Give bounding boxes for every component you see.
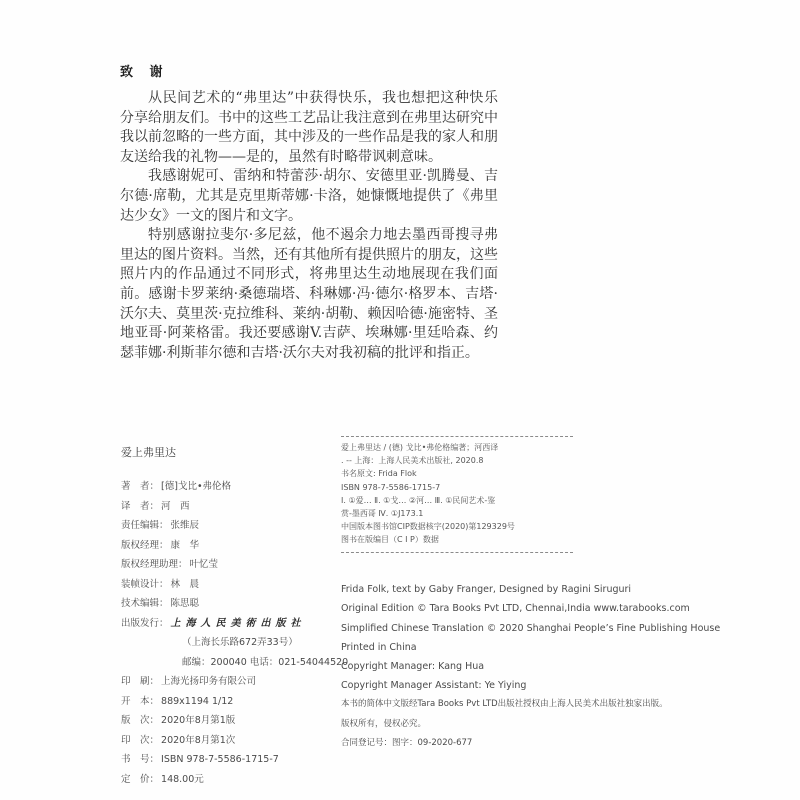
credit-row-author bbox=[121, 477, 341, 497]
colophon-book-title: 爱上弗里达 bbox=[121, 446, 176, 459]
credit-label: 著 者 bbox=[121, 481, 150, 492]
credits-list bbox=[121, 477, 349, 789]
cip-line: . -- 上海：上海人民美术出版社, 2020.8 bbox=[341, 456, 484, 466]
spec-row-price bbox=[121, 770, 341, 790]
spec-value: 2020年8月第1次 bbox=[161, 734, 236, 746]
credit-row-editor bbox=[121, 516, 341, 536]
cip-lines bbox=[341, 441, 581, 547]
spec-separator: ： bbox=[149, 734, 160, 746]
spec-separator: ： bbox=[149, 754, 160, 765]
cip-top-dashed-divider bbox=[341, 436, 573, 437]
publisher-contact: 邮编：200040 电话：021-54044520 bbox=[182, 656, 349, 668]
cip-data-block bbox=[341, 436, 581, 553]
credit-separator: ： bbox=[149, 500, 160, 512]
spec-separator: ： bbox=[149, 676, 160, 687]
cip-line: 中国版本图书馆CIP数据核字(2020)第129329号 bbox=[341, 522, 515, 532]
spec-label: 版 次 bbox=[121, 715, 150, 726]
english-credits bbox=[341, 580, 721, 696]
credit-value: 陈思聪 bbox=[170, 598, 200, 609]
cip-line: 爱上弗里达 / (德) 戈比•弗伦格编著；河西译 bbox=[341, 443, 499, 452]
publisher-name-calligraphy: 上海人民美術出版社 bbox=[170, 617, 306, 629]
ack-paragraph: 从民间艺术的“弗里达”中获得快乐，我也想把这种快乐分享给朋友们。书中的这些工艺品让我注意到在弗里达研究中我以前忽略的一些方面，其中涉及的一些作品是我的家人和朋友送给我的礼物——是的，虽然有时略带讽刺意味。 bbox=[120, 90, 498, 165]
english-credit-line: Printed in China bbox=[341, 641, 417, 653]
spec-label: 印 刷 bbox=[121, 676, 150, 687]
english-credit-line: Copyright Manager Assistant: Ye Yiying bbox=[341, 680, 527, 692]
credit-separator: ： bbox=[159, 617, 169, 629]
spec-separator: ： bbox=[149, 715, 160, 726]
credit-separator: ： bbox=[159, 520, 169, 531]
spec-value: 148.00元 bbox=[161, 773, 204, 785]
spec-row-edition bbox=[121, 711, 341, 731]
cip-line: 图书在版编目（C I P）数据 bbox=[341, 535, 439, 545]
credit-value: 林 晨 bbox=[170, 578, 200, 590]
credit-label: 版权经理助理 bbox=[121, 559, 179, 570]
credit-row-tech-editor bbox=[121, 594, 341, 614]
credit-separator: ： bbox=[178, 559, 188, 570]
rights-line: 版权所有，侵权必究。 bbox=[341, 718, 427, 729]
credit-separator: ： bbox=[159, 539, 169, 551]
ack-paragraph: 特别感谢拉斐尔·多尼兹，他不遏余力地去墨西哥搜寻弗里达的图片资料。当然，还有其他所有提供照片的朋友，这些照片内的作品通过不同形式，将弗里达生动地展现在我们面前。感谢卡罗莱纳·桑德瑞塔、科琳娜·冯·德尔·格罗本、吉塔·沃尔夫、莫里茨·克拉维科、莱纳·胡勒、赖因哈德·施密特、圣地亚哥·阿莱格雷。我还要感谢V.吉萨、埃琳娜·里廷哈森、约瑟菲娜·利斯菲尔德和吉塔·沃尔夫对我初稿的批评和指正。 bbox=[120, 227, 498, 361]
spec-value: ISBN 978-7-5586-1715-7 bbox=[161, 754, 279, 765]
credit-label: 版权经理 bbox=[121, 539, 160, 551]
cip-bottom-dashed-divider bbox=[341, 552, 573, 553]
cip-line: Ⅰ. ①爱… Ⅱ. ①戈… ②河… Ⅲ. ①民间艺术-鉴 bbox=[341, 495, 496, 505]
credit-row-copyright-assistant bbox=[121, 555, 341, 575]
rights-notice bbox=[341, 695, 741, 754]
credit-row-copyright-manager bbox=[121, 536, 341, 556]
cip-line: 赏-墨西哥 Ⅳ. ①J173.1 bbox=[341, 508, 424, 518]
credit-label: 技术编辑 bbox=[121, 598, 160, 609]
spec-label: 印 次 bbox=[121, 734, 150, 746]
spec-row-printing bbox=[121, 731, 341, 751]
acknowledgements-title: 致 谢 bbox=[120, 65, 169, 80]
spec-separator: ： bbox=[149, 695, 160, 707]
english-credit-line: Original Edition © Tara Books Pvt LTD, Chennai,India www.tarabooks.com bbox=[341, 603, 690, 615]
credit-label: 译 者 bbox=[121, 500, 150, 512]
credit-value: 叶忆莹 bbox=[189, 559, 219, 570]
credit-row-publisher bbox=[121, 614, 341, 634]
english-credit-line: Simplified Chinese Translation © 2020 Shanghai People’s Fine Publishing House bbox=[341, 622, 721, 634]
spec-label: 开 本 bbox=[121, 695, 150, 707]
credit-label: 装帧设计 bbox=[121, 578, 160, 590]
rights-line: 合同登记号：图字：09-2020-677 bbox=[341, 738, 473, 748]
credit-value: 康 华 bbox=[170, 539, 200, 551]
credit-label: 责任编辑 bbox=[121, 520, 160, 531]
spec-value: 889x1194 1/12 bbox=[161, 695, 234, 707]
spec-row-format bbox=[121, 692, 341, 712]
credit-value: 张维辰 bbox=[170, 520, 200, 531]
credit-separator: ： bbox=[149, 481, 160, 492]
cip-line: ISBN 978-7-5586-1715-7 bbox=[341, 482, 441, 492]
credit-value: 河 西 bbox=[161, 500, 190, 512]
spec-label: 定 价 bbox=[121, 773, 150, 785]
acknowledgements-body bbox=[120, 89, 498, 363]
credit-row-translator bbox=[121, 497, 341, 517]
cip-line: 书名原文: Frida Flok bbox=[341, 469, 417, 479]
spec-row-isbn bbox=[121, 750, 341, 770]
publisher-address: （上海长乐路672弄33号） bbox=[182, 637, 298, 648]
credit-separator: ： bbox=[159, 578, 169, 590]
ack-paragraph: 我感谢妮可、雷纳和特蕾莎·胡尔、安德里亚·凯腾曼、吉尔德·席勒，尤其是克里斯蒂娜·卡洛，她慷慨地提供了《弗里达少女》一文的图片和文字。 bbox=[120, 168, 498, 224]
credit-label: 出版发行 bbox=[121, 617, 160, 629]
spec-row-printer bbox=[121, 672, 341, 692]
rights-line: 本书的简体中文版经Tara Books Pvt LTD出版社授权由上海人民美术出版社独家出版。 bbox=[341, 699, 668, 709]
english-credit-line: Copyright Manager: Kang Hua bbox=[341, 661, 485, 673]
english-credit-line: Frida Folk, text by Gaby Franger, Designed by Ragini Siruguri bbox=[341, 584, 632, 595]
spec-separator: ： bbox=[149, 773, 160, 785]
credit-value: [德]戈比•弗伦格 bbox=[161, 481, 232, 492]
spec-value: 2020年8月第1版 bbox=[161, 715, 236, 726]
spec-label: 书 号 bbox=[121, 754, 150, 765]
credit-separator: ： bbox=[159, 598, 169, 609]
credit-row-designer bbox=[121, 575, 341, 595]
spec-value: 上海光扬印务有限公司 bbox=[161, 676, 257, 687]
